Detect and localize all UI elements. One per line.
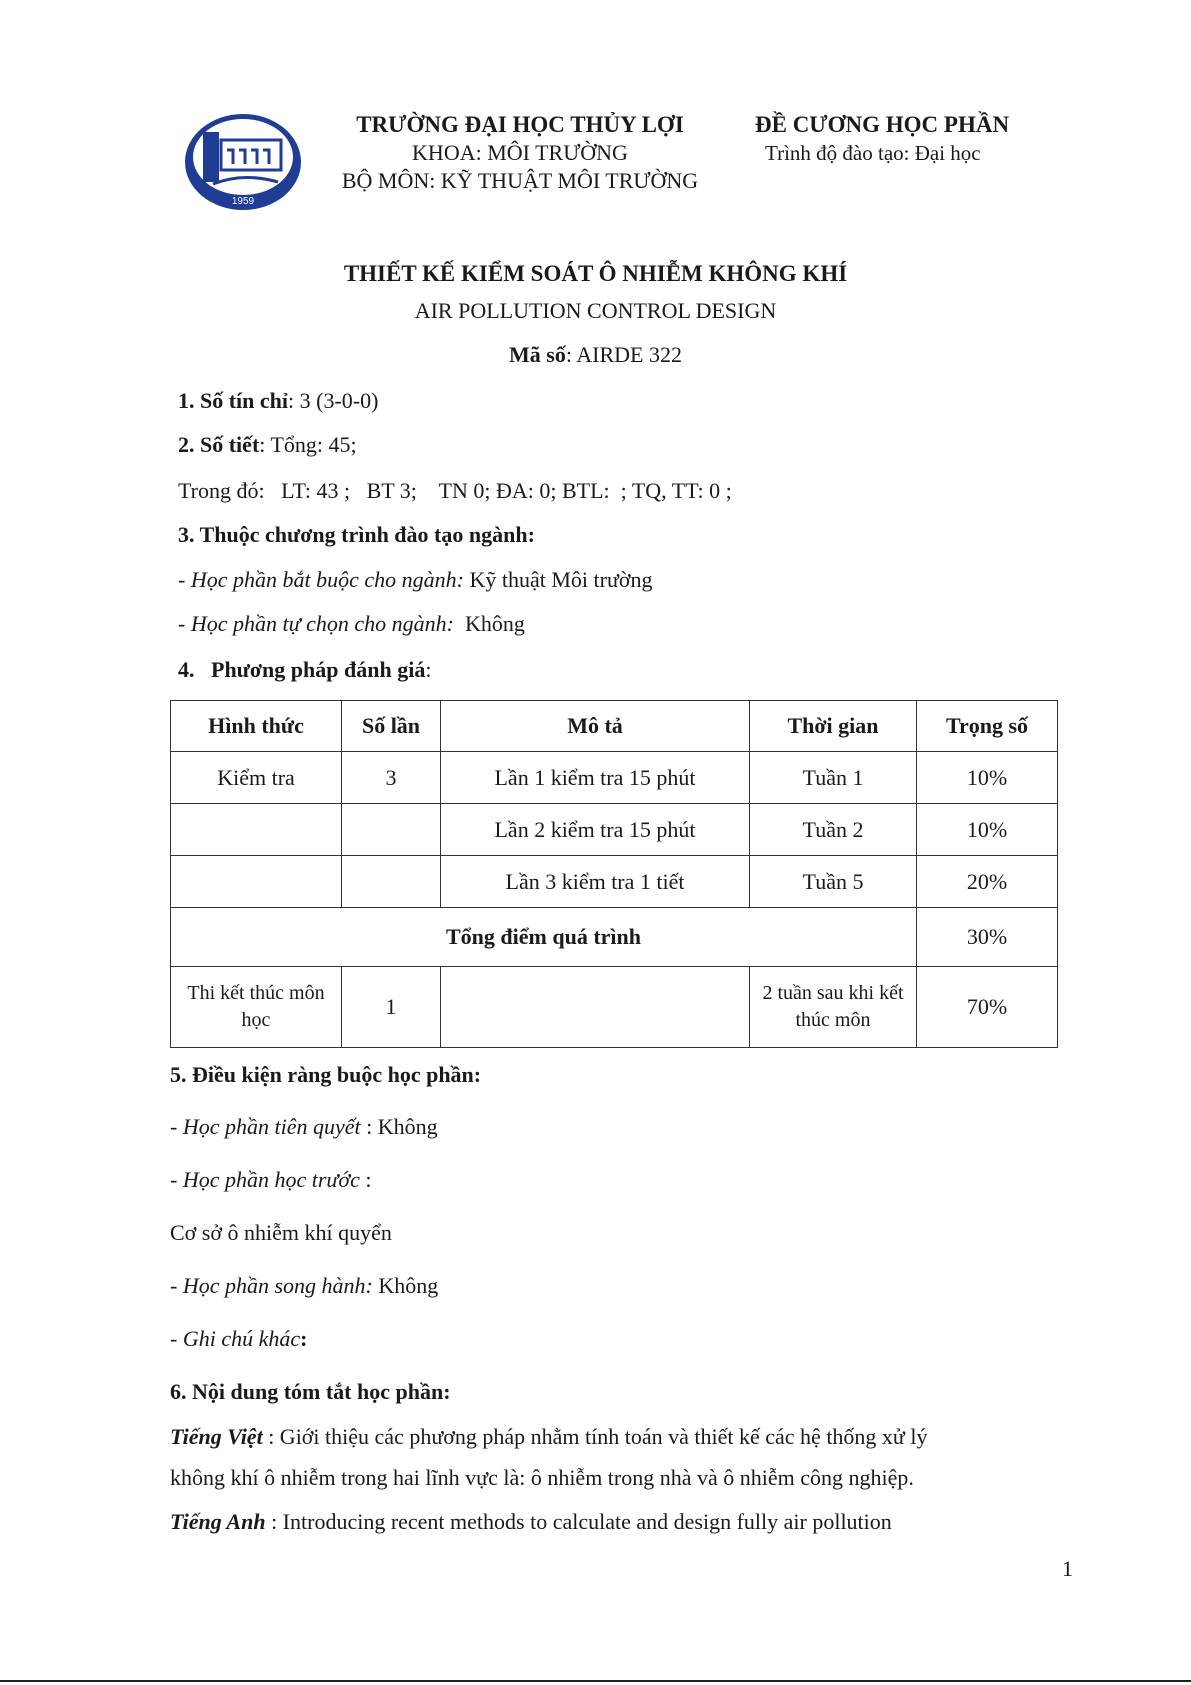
prerequisite: - Học phần tiên quyết : Không (170, 1114, 438, 1139)
section-constraints: 5. Điều kiện ràng buộc học phần: (170, 1062, 482, 1087)
summary-vi-cont: không khí ô nhiễm trong hai lĩnh vực là: ô nhiễm trong nhà và ô nhiễm công nghiệp. (170, 1465, 914, 1490)
table-row: Lần 2 kiểm tra 15 phút Tuần 2 10% (171, 804, 1058, 856)
required-for: - Học phần bắt buộc cho ngành: Kỹ thuật Môi trường (178, 567, 653, 592)
page-number: 1 (1062, 1556, 1073, 1581)
periods-detail: Trong đó: LT: 43 ; BT 3; TN 0; ĐA: 0; BTL: ; TQ, TT: 0 ; (178, 478, 732, 503)
department-name: BỘ MÔN: KỸ THUẬT MÔI TRƯỜNG (341, 168, 699, 193)
table-header-row: Hình thức Số lần Mô tả Thời gian Trọng số (171, 701, 1058, 752)
university-name: TRƯỜNG ĐẠI HỌC THỦY LỢI (356, 112, 684, 137)
table-row: Lần 3 kiểm tra 1 tiết Tuần 5 20% (171, 856, 1058, 908)
parallel-course: - Học phần song hành: Không (170, 1273, 439, 1298)
table-total-row: Tổng điểm quá trình 30% (171, 908, 1058, 967)
assessment-table (170, 700, 1058, 1048)
page-edge-divider (0, 1680, 1191, 1682)
section-assessment: 4. Phương pháp đánh giá: (178, 657, 432, 682)
summary-en: Tiếng Anh : Introducing recent methods to calculate and design fully air pollution (170, 1509, 892, 1534)
faculty-name: KHOA: MÔI TRƯỜNG (412, 140, 628, 165)
course-title-vi: THIẾT KẾ KIỂM SOÁT Ô NHIỄM KHÔNG KHÍ (343, 261, 848, 286)
section-periods: 2. Số tiết: Tổng: 45; (178, 432, 357, 457)
university-logo (183, 112, 303, 212)
summary-vi: Tiếng Việt : Giới thiệu các phương pháp nhằm tính toán và thiết kế các hệ thống xử lý (170, 1424, 928, 1449)
section-program: 3. Thuộc chương trình đào tạo ngành: (178, 522, 535, 547)
course-code: Mã số: AIRDE 322 (509, 342, 682, 367)
training-level: Trình độ đào tạo: Đại học (765, 141, 981, 165)
svg-text:1959: 1959 (231, 196, 255, 207)
elective-for: - Học phần tự chọn cho ngành: Không (178, 611, 525, 636)
course-title-en: AIR POLLUTION CONTROL DESIGN (414, 298, 777, 323)
prior-course: - Học phần học trước : (170, 1167, 372, 1192)
section-credits: 1. Số tín chỉ: 3 (3-0-0) (178, 388, 379, 413)
table-row: Kiểm tra 3 Lần 1 kiểm tra 15 phút Tuần 1 10% (171, 752, 1058, 804)
other-notes: - Ghi chú khác: (170, 1326, 308, 1351)
table-final-row: Thi kết thúc môn học 1 2 tuần sau khi kết thúc môn 70% (171, 967, 1058, 1048)
section-summary: 6. Nội dung tóm tắt học phần: (170, 1379, 451, 1404)
prior-course-value: Cơ sở ô nhiễm khí quyển (170, 1220, 392, 1245)
doc-type: ĐỀ CƯƠNG HỌC PHẦN (755, 112, 1010, 137)
